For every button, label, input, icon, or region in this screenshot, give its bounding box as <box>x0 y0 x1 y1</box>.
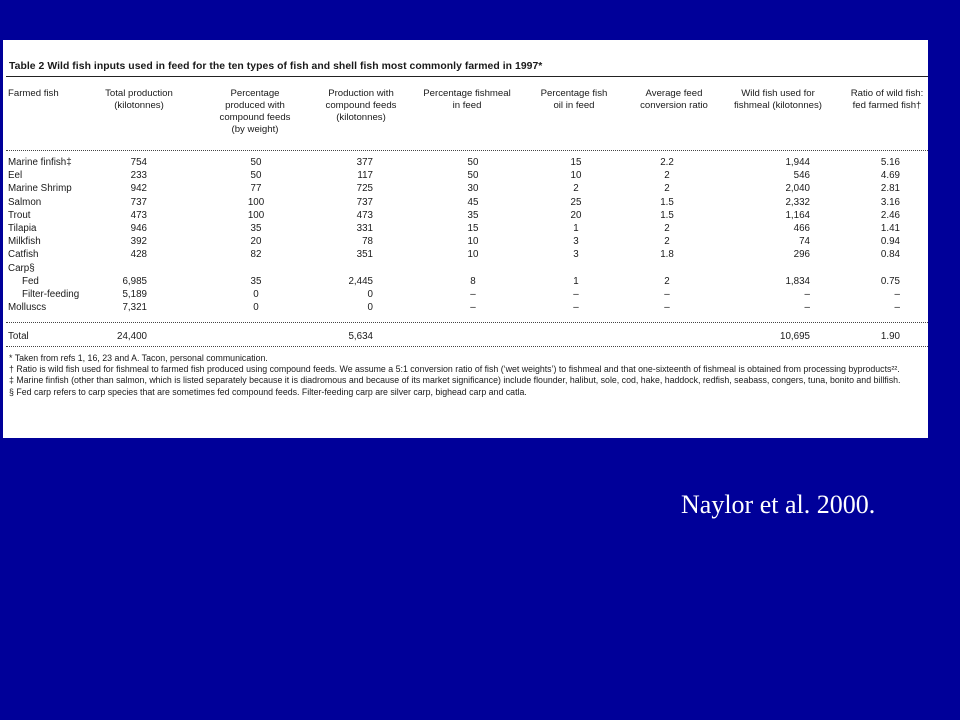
table-cell: 1.5 <box>660 196 674 208</box>
table-cell: 473 <box>356 209 373 221</box>
footnote: * Taken from refs 1, 16, 23 and A. Tacon, personal communication. <box>9 353 268 363</box>
row-label: Total <box>8 331 29 342</box>
table-cell: 1 <box>573 223 579 234</box>
table-row <box>3 156 928 169</box>
table-cell: – <box>573 289 579 300</box>
column-header: Ratio of wild fish: fed farmed fish† <box>850 88 924 111</box>
citation: Naylor et al. 2000. <box>681 490 876 519</box>
table-cell: 2 <box>664 275 670 287</box>
table-cell: 233 <box>130 170 147 182</box>
row-label: Marine finfish‡ <box>8 157 72 168</box>
table-cell: – <box>894 302 900 314</box>
table-cell: 2.2 <box>660 157 674 168</box>
table-cell: 20 <box>570 209 582 221</box>
table-cell: 0 <box>253 302 259 314</box>
table-cell: – <box>664 302 670 314</box>
table-cell: 77 <box>250 183 262 195</box>
header-rule <box>6 150 928 151</box>
header-row <box>3 88 928 148</box>
table-cell: 6,985 <box>122 275 147 287</box>
table-cell: 377 <box>356 157 373 168</box>
table-cell: 15 <box>570 157 582 168</box>
table-row <box>3 301 928 314</box>
table-cell: 82 <box>250 249 262 261</box>
table-cell: – <box>804 302 810 314</box>
table-cell: 0 <box>367 289 373 300</box>
table-row <box>3 275 928 288</box>
table-cell: 10,695 <box>780 331 810 342</box>
table-cell: 428 <box>130 249 147 261</box>
table-cell: 50 <box>467 170 479 182</box>
table-cell: 2.81 <box>880 183 900 195</box>
table-cell: 5,634 <box>348 331 373 342</box>
table-cell: 1.8 <box>660 249 674 261</box>
table-row <box>3 222 928 235</box>
table-cell: – <box>804 289 810 300</box>
table-cell: 392 <box>130 236 147 248</box>
table-cell: 4.69 <box>880 170 900 182</box>
row-label: Fed <box>22 275 39 287</box>
table-cell: 24,400 <box>117 331 147 342</box>
table-cell: 5,189 <box>122 289 147 300</box>
table-cell: 3 <box>573 249 579 261</box>
table-cell: 0 <box>253 289 259 300</box>
table-row <box>3 169 928 182</box>
column-header: Percentage fish oil in feed <box>540 88 608 111</box>
table-cell: 466 <box>793 223 810 234</box>
title-rule <box>6 76 928 77</box>
row-label: Filter-feeding <box>22 289 80 300</box>
table-cell: 35 <box>467 209 479 221</box>
table-cell: – <box>470 302 476 314</box>
table-cell: 473 <box>130 209 147 221</box>
table-cell: 10 <box>467 249 479 261</box>
table-cell: 10 <box>570 170 582 182</box>
table-cell: 2,332 <box>785 196 810 208</box>
table-cell: 1,944 <box>785 157 810 168</box>
column-header: Average feed conversion ratio <box>640 88 708 111</box>
table-cell: 296 <box>793 249 810 261</box>
table-cell: 25 <box>570 196 582 208</box>
table-row <box>3 288 928 301</box>
row-label: Salmon <box>8 196 42 208</box>
table-cell: 1 <box>573 275 579 287</box>
footnote: † Ratio is wild fish used for fishmeal to farmed fish produced using compound feeds. We assume a 5:1 conversion ratio of fish (‘wet weights’) to fishmeal and that one-sixteenth of fishmeal is obtained from processing byproducts²². <box>9 364 900 375</box>
table-row <box>3 182 928 195</box>
footnote: ‡ Marine finfish (other than salmon, which is listed separately because it is diadromous and because of its market significance) include flounder, halibut, sole, cod, hake, haddock, redfish, seabass, congers, tuna, bonito and billfish. <box>9 375 901 386</box>
footnotes <box>9 353 928 398</box>
table-cell: 737 <box>356 196 373 208</box>
table-cell: 100 <box>247 196 265 208</box>
row-label: Trout <box>8 209 31 221</box>
row-label: Catfish <box>8 249 39 261</box>
table-cell: 2 <box>664 183 670 195</box>
table-cell: 2 <box>664 223 670 234</box>
table-cell: 3.16 <box>880 196 900 208</box>
row-label: Marine Shrimp <box>8 183 72 195</box>
table-cell: 0 <box>367 302 373 314</box>
table-cell: 2 <box>664 170 670 182</box>
column-header: Wild fish used for fishmeal (kilotonnes) <box>734 88 822 111</box>
table-cell: – <box>573 302 579 314</box>
table-cell: 0.94 <box>880 236 900 248</box>
table-cell: 117 <box>357 170 373 182</box>
total-rule <box>6 322 928 323</box>
column-header: Percentage fishmeal in feed <box>423 88 511 111</box>
total-row <box>3 330 928 343</box>
table-cell: 754 <box>130 157 147 168</box>
table-cell: 20 <box>250 236 262 248</box>
table-cell: 725 <box>356 183 373 195</box>
table-row <box>3 248 928 261</box>
table-cell: 1.41 <box>880 223 900 234</box>
table-cell: 78 <box>362 236 373 248</box>
footnote: § Fed carp refers to carp species that are sometimes fed compound feeds. Filter-feeding carp are silver carp, bighead carp and catla. <box>9 386 527 397</box>
table-cell: 45 <box>467 196 479 208</box>
table-cell: – <box>664 289 670 300</box>
table-cell: 35 <box>250 223 262 234</box>
table-cell: 546 <box>793 170 810 182</box>
table-cell: 2 <box>573 183 579 195</box>
column-header: Total production (kilotonnes) <box>105 88 173 111</box>
table-panel <box>3 40 928 438</box>
table-cell: 1,164 <box>785 209 810 221</box>
table-cell: 1,834 <box>785 275 810 287</box>
table-cell: 7,321 <box>122 302 147 314</box>
table-cell: – <box>894 289 900 300</box>
table-row <box>3 196 928 209</box>
table-cell: 50 <box>467 157 479 168</box>
table-cell: 15 <box>467 223 479 234</box>
table-cell: 100 <box>247 209 265 221</box>
table-cell: 8 <box>470 275 476 287</box>
table-cell: 2,445 <box>348 275 373 287</box>
table-cell: 3 <box>573 236 579 248</box>
row-label: Eel <box>8 170 23 182</box>
row-label: Molluscs <box>8 302 47 314</box>
table-title: Table 2 Wild fish inputs used in feed for the ten types of fish and shell fish most commonly farmed in 1997* <box>9 61 543 72</box>
table-cell: 35 <box>250 275 262 287</box>
table-row <box>3 209 928 222</box>
table-row <box>3 235 928 248</box>
table-cell: 2.46 <box>880 209 900 221</box>
table-cell: 30 <box>467 183 479 195</box>
table-cell: 50 <box>250 157 262 168</box>
row-label: Carp§ <box>8 262 35 274</box>
table-cell: 946 <box>130 223 147 234</box>
table-cell: – <box>470 289 476 300</box>
table-row <box>3 262 928 275</box>
table-cell: 1.5 <box>660 209 674 221</box>
footnote-rule <box>6 346 928 347</box>
table-cell: 0.75 <box>880 275 900 287</box>
row-label: Tilapia <box>8 223 37 234</box>
table-cell: 10 <box>467 236 479 248</box>
table-cell: 351 <box>356 249 373 261</box>
table-cell: 50 <box>250 170 262 182</box>
table-cell: 74 <box>799 236 810 248</box>
table-cell: 737 <box>130 196 147 208</box>
column-header: Production with compound feeds (kilotonnes) <box>325 88 397 123</box>
table-cell: 0.84 <box>880 249 900 261</box>
table-cell: 2 <box>664 236 670 248</box>
table-cell: 2,040 <box>785 183 810 195</box>
column-header: Farmed fish <box>8 88 59 99</box>
table-cell: 942 <box>130 183 147 195</box>
table-cell: 5.16 <box>880 157 900 168</box>
column-header: Percentage produced with compound feeds (by weight) <box>219 88 291 135</box>
table-cell: 331 <box>356 223 373 234</box>
row-label: Milkfish <box>8 236 41 248</box>
table-cell: 1.90 <box>880 331 900 342</box>
